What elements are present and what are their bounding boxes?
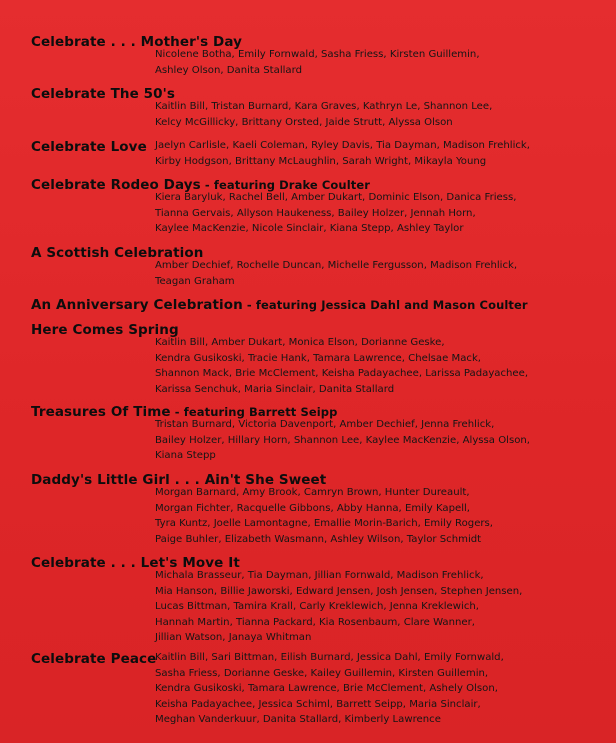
section-heading [31, 297, 528, 313]
name-line: Kaitlin Bill, Tristan Burnard, Kara Graves, Kathryn Le, Shannon Lee, [155, 101, 493, 112]
performer-list [155, 417, 530, 464]
performer-list [155, 47, 480, 78]
name-line: Sasha Friess, Dorianne Geske, Kailey Guillemin, Kirsten Guillemin, [155, 667, 489, 679]
name-line: Kendra Gusikoski, Tamara Lawrence, Brie McClement, Ashely Olson, [155, 683, 498, 694]
name-line: Ashley Olson, Danita Stallard [155, 64, 302, 76]
name-line: Jillian Watson, Janaya Whitman [155, 632, 312, 643]
performer-list [155, 258, 517, 289]
section-heading: Celebrate . . . Mother's Day [31, 34, 243, 50]
name-line: Lucas Bittman, Tamira Krall, Carly Kreklewich, Jenna Kreklewich, [155, 601, 479, 612]
name-line: Hannah Martin, Tianna Packard, Kia Rosenbaum, Clare Wanner, [155, 616, 475, 628]
performer-list [155, 190, 516, 237]
name-line: Morgan Fichter, Racquelle Gibbons, Abby Hanna, Emily Kapell, [155, 502, 471, 514]
performer-list [155, 335, 528, 397]
name-line: Paige Buhler, Elizabeth Wasmann, Ashley Wilson, Taylor Schmidt [155, 533, 482, 545]
name-line: Teagan Graham [155, 275, 235, 287]
name-line: Karissa Senchuk, Maria Sinclair, Danita Stallard [155, 383, 395, 395]
name-line: Kelcy McGillicky, Brittany Orsted, Jaide Strutt, Alyssa Olson [155, 116, 453, 128]
name-line: Mia Hanson, Billie Jaworski, Edward Jensen, Josh Jensen, Stephen Jensen, [155, 585, 523, 597]
name-line: Keisha Padayachee, Jessica Schiml, Barrett Seipp, Maria Sinclair, [155, 698, 481, 710]
name-line: Morgan Barnard, Amy Brook, Camryn Brown, Hunter Dureault, [155, 487, 470, 498]
name-line: Nicolene Botha, Emily Fornwald, Sasha Friess, Kirsten Guillemin, [155, 49, 480, 60]
name-line: Jaelyn Carlisle, Kaeli Coleman, Ryley Davis, Tia Dayman, Madison Frehlick, [155, 140, 530, 151]
performer-list [155, 650, 504, 728]
section-heading: Celebrate The 50's [31, 86, 176, 102]
name-line: Kiera Baryluk, Rachel Bell, Amber Dukart, Dominic Elson, Danica Friess, [155, 192, 517, 203]
name-line: Kendra Gusikoski, Tracie Hank, Tamara Lawrence, Chelsae Mack, [155, 352, 482, 364]
performer-list [155, 568, 522, 646]
featuring-note: - featuring Drake Coulter [200, 178, 371, 192]
name-line: Tianna Gervais, Allyson Haukeness, Bailey Holzer, Jennah Horn, [155, 207, 476, 219]
name-line: Bailey Holzer, Hillary Horn, Shannon Lee, Kaylee MacKenzie, Alyssa Olson, [155, 434, 530, 446]
featuring-note: - featuring Jessica Dahl and Mason Coulter [242, 298, 528, 312]
performer-list [155, 485, 493, 547]
section-heading: A Scottish Celebration [31, 245, 204, 261]
name-line: Kaylee MacKenzie, Nicole Sinclair, Kiana Stepp, Ashley Taylor [155, 223, 464, 234]
featuring-note: - featuring Barrett Seipp [170, 405, 338, 419]
name-line: Meghan Vanderkuur, Danita Stallard, Kimberly Lawrence [155, 714, 441, 725]
name-line: Amber Dechief, Rochelle Duncan, Michelle Fergusson, Madison Frehlick, [155, 260, 518, 271]
name-line: Michala Brasseur, Tia Dayman, Jillian Fornwald, Madison Frehlick, [155, 570, 484, 581]
name-line: Kaitlin Bill, Sari Bittman, Eilish Burnard, Jessica Dahl, Emily Fornwald, [155, 652, 504, 663]
performer-list [155, 99, 492, 130]
name-line: Shannon Mack, Brie McClement, Keisha Padayachee, Larissa Padayachee, [155, 368, 529, 379]
name-line: Tristan Burnard, Victoria Davenport, Amber Dechief, Jenna Frehlick, [155, 419, 495, 430]
section-title: Celebrate Rodeo Days [31, 177, 201, 193]
name-line: Kiana Stepp [155, 450, 216, 461]
name-line: Kaitlin Bill, Amber Dukart, Monica Elson, Dorianne Geske, [155, 337, 445, 348]
section-heading: Celebrate . . . Let's Move It [31, 555, 240, 571]
performer-list [155, 138, 530, 169]
section-heading: Celebrate Love [31, 139, 147, 155]
name-line: Tyra Kuntz, Joelle Lamontagne, Emallie Morin-Barich, Emily Rogers, [155, 518, 494, 529]
section-heading: Celebrate Peace [31, 651, 157, 667]
section-heading: Here Comes Spring [31, 322, 179, 338]
section-heading: Daddy's Little Girl . . . Ain't She Sweet [31, 472, 327, 488]
section-title: An Anniversary Celebration [31, 297, 243, 313]
name-line: Kirby Hodgson, Brittany McLaughlin, Sarah Wright, Mikayla Young [155, 155, 487, 167]
section-title: Treasures Of Time [31, 404, 171, 420]
